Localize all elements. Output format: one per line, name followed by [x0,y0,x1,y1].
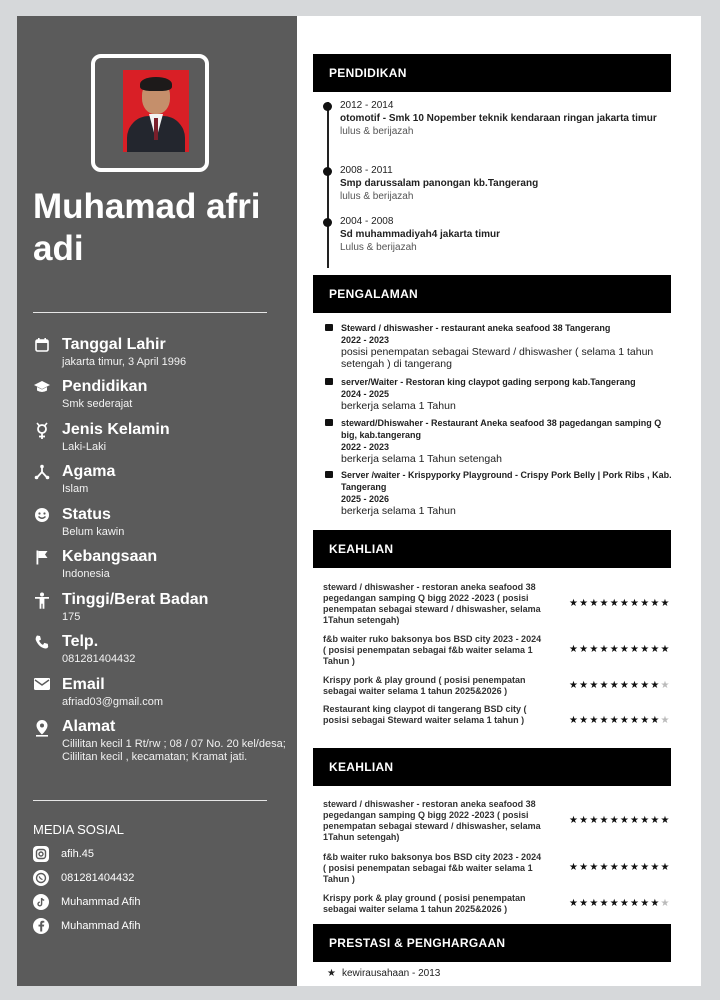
star-icon: ★ [619,898,631,909]
star-icon: ★ [609,680,620,691]
star-icon: ★ [599,815,610,826]
star-icon: ★ [569,862,580,873]
star-icon: ★ [640,898,651,909]
star-icon: ★ [589,862,600,873]
person-icon [33,592,51,610]
section-header-experience: PENGALAMAN [313,275,671,313]
briefcase-icon [325,378,333,385]
star-icon: ★ [660,715,671,726]
sidebar: Muhamad afri adi Tanggal Lahir jakarta timur, 3 April 1996 Pendidikan Smk sederajat Jenis Kelamin Laki-Laki Agama Islam Status Belum kawin Kebangsaan Indonesia Tinggi/Berat Badan 175 Telp. 081281404432 Email afriad03@gmail.com Alamat Cililitan kecil 1 Rt/rw ; 08 / 07 No. 20 kel/desa; Cililitan kecil , kecamatan; Kramat jati. MEDIA SOSIAL afih.45 081281404432 Muhammad Afih Muhammad Afih [17,16,297,986]
flag-icon [33,549,51,567]
star-icon: ★ [579,898,590,909]
tiktok-icon [33,894,49,910]
star-icon: ★ [619,644,631,655]
main-content: PENDIDIKAN 2012 - 2014 otomotif - Smk 10 Nopember teknik kendaraan ringan jakarta timur lulus & berijazah 2008 - 2011 Smp darussalam panongan kb.Tangerang lulus & berijazah 2004 - 2008 Sd muhammadiyah4 jakarta timur Lulus & berijazah PENGALAMAN Steward / dhiswasher - restaurant aneka seafood 38 Tangerang 2022 - 2023 posisi penempatan sebagai Steward / dhiswasher ( selama 1 tahun setengah ) di tangerang server/Waiter - Restoran king claypot gading serpong kab.Tangerang 2024 - 2025 berkerja selama 1 Tahun steward/Dhiswaher - Restaurant Aneka seafood 38 pagedangan samping Q big, kab.tangerang 2022 - 2023 berkerja selama 1 Tahun setengah Server /waiter - Krispyporky Playground - Crispy Pork Belly | Pork Ribs , Kab. Tangerang 2025 - 2026 berkerja selama 1 Tahun KEAHLIAN steward / dhiswasher - restoran aneka seafood 38 pegedangan samping Q bigg 2022 -2023 ( posisi penempatan sebagai steward / dhiswasher, selama 1Tahun setengah) ★★★★★★★★★★ f&b waiter ruko baksonya bos BSD city 2023 - 2024 ( posisi penempatan sebagai f&b waiter selama 1 Tahun ) ★★★★★★★★★★ Krispy pork & play ground ( posisi penempatan sebagai waiter selama 1 tahun 2025&2026 ) ★★★★★★★★★★ Restaurant king claypot di tangerang BSD city ( posisi sebagai Steward waiter selama 1 tahun ) ★★★★★★★★★★ KEAHLIAN steward / dhiswasher - restoran aneka seafood 38 pegedangan samping Q bigg 2022 -2023 ( posisi penempatan sebagai steward / dhiswasher, selama 1Tahun setengah) ★★★★★★★★★★ f&b waiter ruko baksonya bos BSD city 2023 - 2024 ( posisi penempatan sebagai f&b waiter selama 1 Tahun ) ★★★★★★★★★★ Krispy pork & play ground ( posisi penempatan sebagai waiter selama 1 tahun 2025&2026 ) ★★★★★★★★★★ PRESTASI & PENGHARGAAN ★ kewirausahaan - 2013 [313,16,673,986]
facebook-icon [33,918,49,934]
star-icon: ★ [579,644,590,655]
star-icon: ★ [660,644,671,655]
skill-rating [569,680,671,691]
star-icon: ★ [630,862,641,873]
skill-rating [569,715,671,726]
timeline-dot [323,218,332,227]
star-icon: ★ [650,898,661,909]
star-icon: ★ [569,815,580,826]
star-icon: ★ [589,680,600,691]
star-icon: ★ [619,715,631,726]
star-icon: ★ [609,644,620,655]
instagram-icon [33,846,49,862]
star-icon: ★ [630,715,641,726]
section-header-skills: KEAHLIAN [313,748,671,786]
gender-icon [33,422,51,440]
star-icon: ★ [569,598,580,609]
divider [33,312,267,313]
star-icon: ★ [569,644,580,655]
star-icon: ★ [569,898,580,909]
profile-name: Muhamad afri adi [33,187,261,268]
star-icon: ★ [660,898,671,909]
phone-icon [33,634,51,652]
star-icon: ★ [660,862,671,873]
timeline-dot [323,102,332,111]
star-icon: ★ [640,598,651,609]
star-icon: ★ [579,598,590,609]
star-icon: ★ [599,862,610,873]
star-icon: ★ [650,862,661,873]
briefcase-icon [325,324,333,331]
star-icon: ★ [660,680,671,691]
star-icon: ★ [589,898,600,909]
star-icon: ★ [609,598,620,609]
star-icon: ★ [599,644,610,655]
star-icon: ★ [579,680,590,691]
star-icon: ★ [589,644,600,655]
graduation-cap-icon [33,379,51,397]
star-icon: ★ [640,862,651,873]
star-icon: ★ [589,598,600,609]
star-icon: ★ [650,715,661,726]
section-header-skills: KEAHLIAN [313,530,671,568]
skill-rating [569,644,671,655]
star-icon: ★ [589,815,600,826]
star-icon: ★ [630,598,641,609]
award-item: ★ kewirausahaan - 2013 [327,968,441,979]
star-icon: ★ [660,815,671,826]
star-icon: ★ [640,644,651,655]
star-icon: ★ [599,898,610,909]
star-icon: ★ [630,815,641,826]
star-icon: ★ [599,715,610,726]
star-icon: ★ [619,815,631,826]
timeline-dot [323,167,332,176]
skill-rating [569,598,671,609]
star-icon: ★ [599,598,610,609]
star-icon: ★ [609,898,620,909]
mail-icon [33,677,51,695]
star-icon: ★ [619,598,631,609]
skill-rating [569,898,671,909]
profile-photo-frame [91,54,209,172]
whatsapp-icon [33,870,49,886]
section-header-awards: PRESTASI & PENGHARGAAN [313,924,671,962]
profile-photo [123,70,189,152]
branch-icon [33,464,51,482]
star-icon: ★ [599,680,610,691]
star-icon: ★ [609,715,620,726]
star-icon: ★ [640,815,651,826]
briefcase-icon [325,419,333,426]
star-icon: ★ [569,680,580,691]
star-icon: ★ [630,680,641,691]
star-icon: ★ [609,815,620,826]
resume-page [17,16,701,986]
star-icon: ★ [609,862,620,873]
star-icon: ★ [569,715,580,726]
location-icon [33,719,51,737]
calendar-icon [33,337,51,355]
star-icon: ★ [660,598,671,609]
section-header-education: PENDIDIKAN [313,54,671,92]
star-icon: ★ [650,815,661,826]
star-icon: ★ [650,680,661,691]
star-icon: ★ [589,715,600,726]
skill-rating [569,862,671,873]
social-heading: MEDIA SOSIAL [33,822,125,837]
smile-icon [33,507,51,525]
timeline-line [327,102,329,268]
star-icon: ★ [579,815,590,826]
divider [33,800,267,801]
star-icon: ★ [619,680,631,691]
briefcase-icon [325,471,333,478]
star-icon: ★ [579,862,590,873]
star-icon: ★ [619,862,631,873]
star-icon: ★ [630,644,641,655]
star-icon: ★ [640,715,651,726]
star-icon: ★ [650,598,661,609]
skill-rating [569,815,671,826]
star-icon: ★ [630,898,641,909]
star-icon: ★ [579,715,590,726]
star-icon: ★ [650,644,661,655]
star-icon: ★ [327,968,336,979]
star-icon: ★ [640,680,651,691]
